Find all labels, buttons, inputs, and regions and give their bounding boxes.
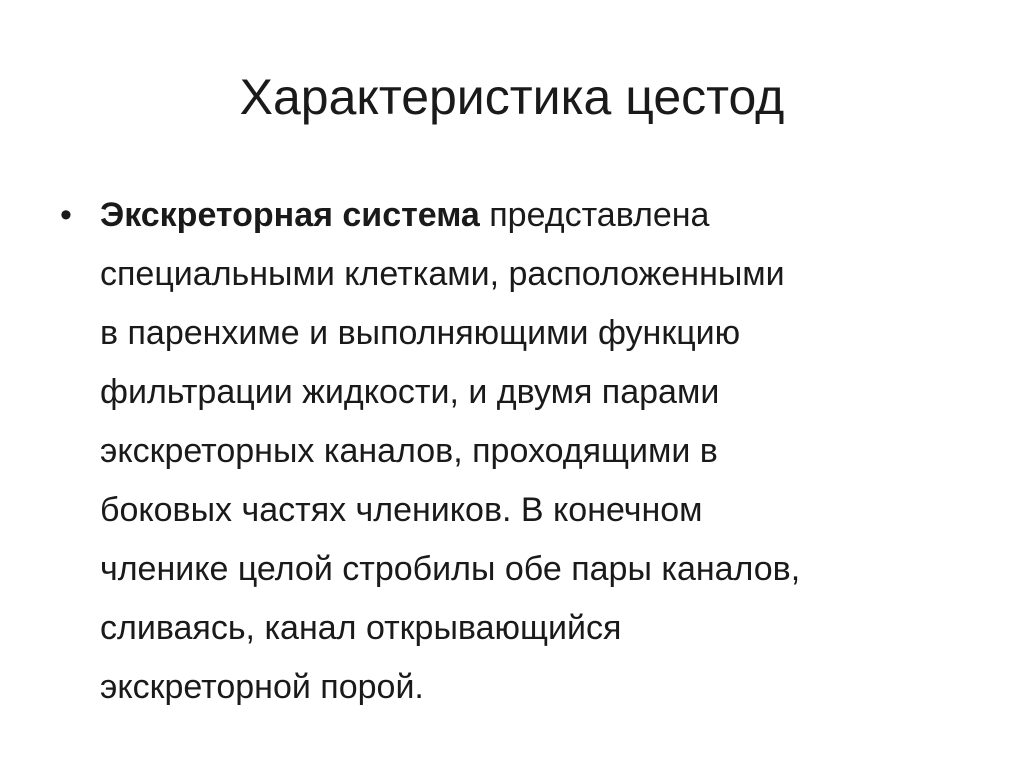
bullet-line-3: в паренхиме и выполняющими функцию [100,314,741,352]
bullet-line-8: сливаясь, канал открывающийся [100,609,622,647]
bullet-line-9: экскреторной порой. [100,668,424,706]
bullet-item [60,186,960,717]
bullet-line-5: экскреторных каналов, проходящими в [100,432,718,470]
bullet-line-6: боковых частях члеников. В конечном [100,491,703,529]
bullet-line-1 [100,186,960,245]
bullet-line-7: членике целой стробилы обе пары каналов, [100,550,801,588]
bullet-marker: • [60,196,72,234]
bullet-line-2: специальными клетками, расположенными [100,255,785,293]
bold-term: Экскреторная система [100,196,480,234]
bullet-list [60,186,960,717]
slide-title: Характеристика цестод [239,69,785,125]
bullet-line-4: фильтрации жидкости, и двумя парами [100,373,720,411]
first-line-text: представлена [479,196,710,234]
